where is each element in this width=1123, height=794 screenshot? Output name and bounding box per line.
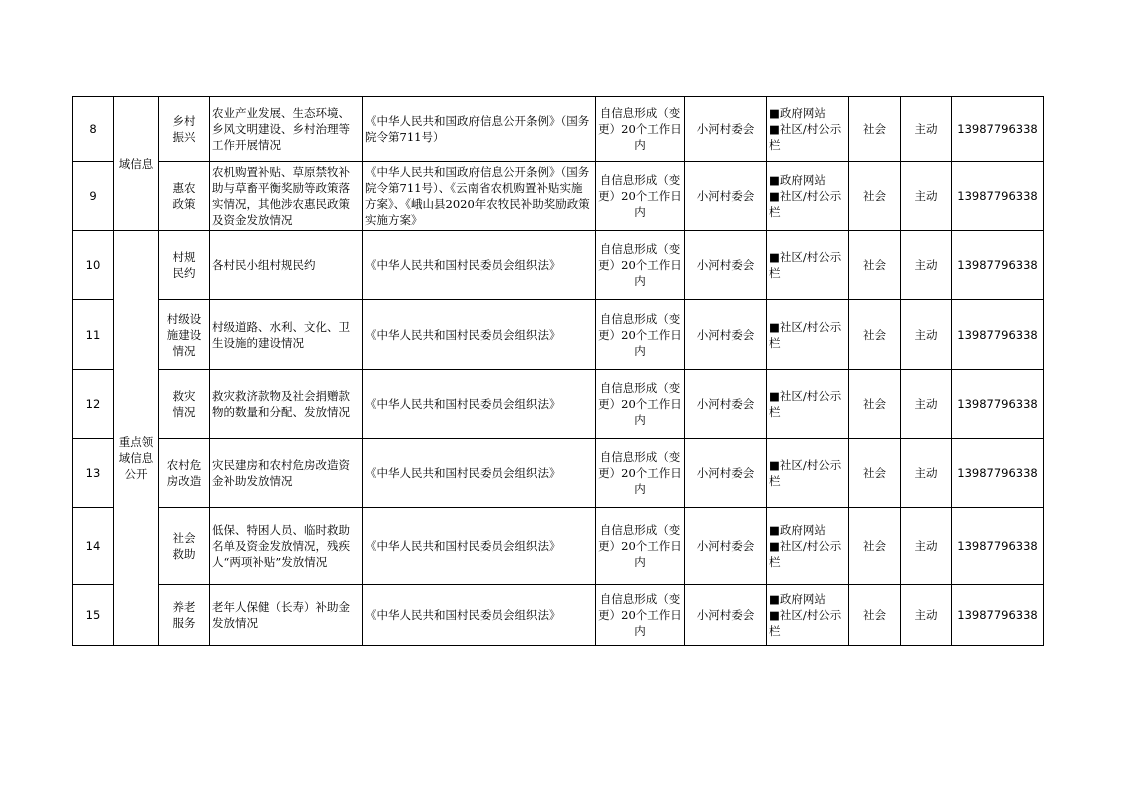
channel-cell: [767, 162, 849, 231]
channel-item: ■社区/村公示栏: [769, 458, 842, 488]
table-row: [73, 439, 1044, 508]
content-cell: 农业产业发展、生态环境、乡风文明建设、乡村治理等工作开展情况: [210, 97, 363, 162]
row-number: 15: [73, 585, 114, 646]
category-cell-partial: 域信息: [114, 97, 159, 231]
item-name: [159, 300, 210, 370]
channel-cell: [767, 300, 849, 370]
phone-cell: 13987796338: [952, 162, 1044, 231]
content-cell: 老年人保健（长寿）补助金发放情况: [210, 585, 363, 646]
item-name-line: 服务: [172, 616, 196, 630]
phone-cell: 13987796338: [952, 231, 1044, 300]
category-label-line: 域信息: [118, 451, 154, 465]
channel-item: ■社区/村公示栏: [769, 189, 842, 219]
basis-cell: 《中华人民共和国村民委员会组织法》: [363, 231, 596, 300]
disclosure-table: [72, 96, 1044, 646]
phone-cell: 13987796338: [952, 97, 1044, 162]
mode-cell: 主动: [901, 97, 952, 162]
item-name: [159, 439, 210, 508]
channel-item: ■社区/村公示栏: [769, 389, 842, 419]
mode-cell: 主动: [901, 585, 952, 646]
scope-cell: 社会: [849, 439, 901, 508]
row-number: 14: [73, 508, 114, 585]
content-cell: 村级道路、水利、文化、卫生设施的建设情况: [210, 300, 363, 370]
subject-cell: 小河村委会: [685, 508, 767, 585]
table-row: [73, 585, 1044, 646]
scope-cell: 社会: [849, 370, 901, 439]
content-cell: 农机购置补贴、草原禁牧补助与草畜平衡奖励等政策落实情况，其他涉农惠民政策及资金发放情况: [210, 162, 363, 231]
content-cell: 救灾救济款物及社会捐赠款物的数量和分配、发放情况: [210, 370, 363, 439]
channel-item: ■社区/村公示栏: [769, 122, 842, 152]
phone-cell: 13987796338: [952, 300, 1044, 370]
mode-cell: 主动: [901, 508, 952, 585]
item-name-line: 振兴: [172, 130, 196, 144]
time-limit-cell: 自信息形成（变更）20个工作日内: [596, 508, 685, 585]
category-label-line: 重点领: [118, 435, 154, 449]
scope-cell: 社会: [849, 162, 901, 231]
item-name-line: 惠农: [172, 181, 196, 195]
item-name-line: 房改造: [166, 474, 202, 488]
item-name-line: 村规: [172, 250, 196, 264]
item-name-line: 救助: [172, 547, 196, 561]
table-row: [73, 231, 1044, 300]
row-number: 13: [73, 439, 114, 508]
table-row: [73, 508, 1044, 585]
channel-cell: [767, 508, 849, 585]
channel-cell: [767, 439, 849, 508]
category-cell: [114, 231, 159, 646]
item-name: [159, 585, 210, 646]
channel-item: ■政府网站: [769, 523, 826, 537]
mode-cell: 主动: [901, 231, 952, 300]
basis-cell: 《中华人民共和国政府信息公开条例》（国务院令第711号）、《云南省农机购置补贴实施方案》、《峨山县2020年农牧民补助奖励政策实施方案》: [363, 162, 596, 231]
mode-cell: 主动: [901, 162, 952, 231]
basis-cell: 《中华人民共和国村民委员会组织法》: [363, 585, 596, 646]
phone-cell: 13987796338: [952, 370, 1044, 439]
subject-cell: 小河村委会: [685, 439, 767, 508]
subject-cell: 小河村委会: [685, 231, 767, 300]
phone-cell: 13987796338: [952, 585, 1044, 646]
row-number: 8: [73, 97, 114, 162]
row-number: 10: [73, 231, 114, 300]
row-number: 11: [73, 300, 114, 370]
time-limit-cell: 自信息形成（变更）20个工作日内: [596, 231, 685, 300]
scope-cell: 社会: [849, 231, 901, 300]
item-name: [159, 508, 210, 585]
basis-cell: 《中华人民共和国村民委员会组织法》: [363, 370, 596, 439]
table-row: [73, 300, 1044, 370]
row-number: 12: [73, 370, 114, 439]
category-label-line: 公开: [124, 467, 148, 481]
item-name-line: 施建设: [166, 327, 202, 342]
channel-item: ■社区/村公示栏: [769, 539, 842, 569]
scope-cell: 社会: [849, 508, 901, 585]
basis-cell: 《中华人民共和国村民委员会组织法》: [363, 508, 596, 585]
time-limit-cell: 自信息形成（变更）20个工作日内: [596, 300, 685, 370]
item-name-line: 救灾: [172, 389, 196, 403]
item-name-line: 情况: [172, 343, 196, 358]
subject-cell: 小河村委会: [685, 162, 767, 231]
basis-cell: 《中华人民共和国政府信息公开条例》（国务院令第711号）: [363, 97, 596, 162]
content-cell: 各村民小组村规民约: [210, 231, 363, 300]
channel-cell: [767, 231, 849, 300]
basis-cell: 《中华人民共和国村民委员会组织法》: [363, 300, 596, 370]
scope-cell: 社会: [849, 300, 901, 370]
subject-cell: 小河村委会: [685, 300, 767, 370]
mode-cell: 主动: [901, 439, 952, 508]
table-row: [73, 162, 1044, 231]
mode-cell: 主动: [901, 370, 952, 439]
time-limit-cell: 自信息形成（变更）20个工作日内: [596, 370, 685, 439]
scope-cell: 社会: [849, 97, 901, 162]
channel-cell: [767, 585, 849, 646]
content-cell: 灾民建房和农村危房改造资金补助发放情况: [210, 439, 363, 508]
item-name: [159, 97, 210, 162]
item-name-line: 情况: [172, 405, 196, 419]
channel-item: ■政府网站: [769, 106, 826, 120]
row-number: 9: [73, 162, 114, 231]
channel-item: ■政府网站: [769, 173, 826, 187]
time-limit-cell: 自信息形成（变更）20个工作日内: [596, 439, 685, 508]
subject-cell: 小河村委会: [685, 585, 767, 646]
channel-item: ■社区/村公示栏: [769, 608, 842, 638]
channel-item: ■政府网站: [769, 592, 826, 606]
item-name-line: 村级设: [166, 311, 202, 326]
item-name: [159, 370, 210, 439]
subject-cell: 小河村委会: [685, 97, 767, 162]
item-name-line: 政策: [172, 197, 196, 211]
content-cell: 低保、特困人员、临时救助名单及资金发放情况，残疾人“两项补贴”发放情况: [210, 508, 363, 585]
item-name: [159, 231, 210, 300]
channel-cell: [767, 370, 849, 439]
channel-item: ■社区/村公示栏: [769, 319, 842, 350]
channel-cell: [767, 97, 849, 162]
phone-cell: 13987796338: [952, 439, 1044, 508]
time-limit-cell: 自信息形成（变更）20个工作日内: [596, 162, 685, 231]
mode-cell: 主动: [901, 300, 952, 370]
item-name-line: 养老: [172, 600, 196, 614]
phone-cell: 13987796338: [952, 508, 1044, 585]
item-name-line: 乡村: [172, 114, 196, 128]
scope-cell: 社会: [849, 585, 901, 646]
item-name-line: 社会: [172, 531, 196, 545]
subject-cell: 小河村委会: [685, 370, 767, 439]
channel-item: ■社区/村公示栏: [769, 250, 842, 280]
basis-cell: 《中华人民共和国村民委员会组织法》: [363, 439, 596, 508]
time-limit-cell: 自信息形成（变更）20个工作日内: [596, 585, 685, 646]
table-row: [73, 97, 1044, 162]
item-name-line: 农村危: [166, 458, 202, 472]
item-name: [159, 162, 210, 231]
item-name-line: 民约: [172, 266, 196, 280]
table-row: [73, 370, 1044, 439]
time-limit-cell: 自信息形成（变更）20个工作日内: [596, 97, 685, 162]
